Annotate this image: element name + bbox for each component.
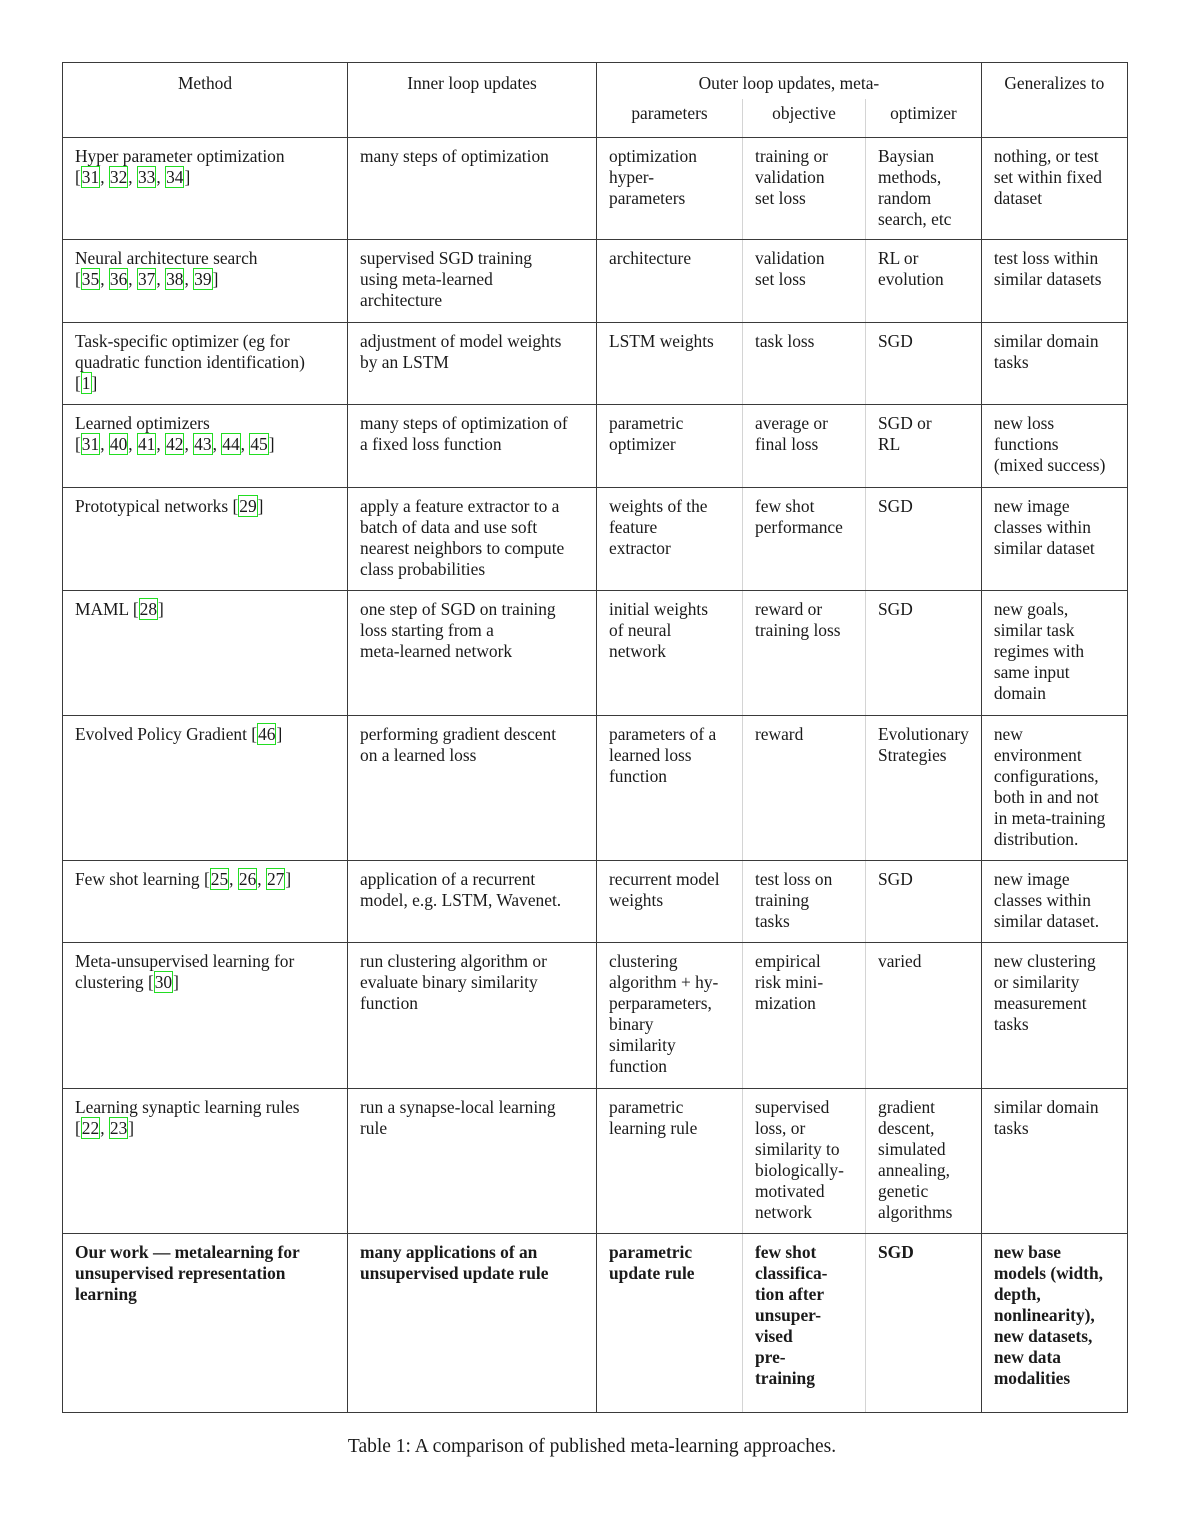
table-row [63,240,1128,323]
cell-optimizer-text: gradient descent, simulated annealing, genetic algorithms [878,1097,953,1222]
cell-generalizes [981,240,1127,323]
citation-group: [31, 40, 41, 42, 43, 44, 45] [75,434,275,454]
cell-objective-text: validation set loss [755,248,825,289]
citation-link[interactable]: 46 [258,724,276,744]
cell-objective-text: training or validation set loss [755,146,828,208]
cell-parameters-text: architecture [609,248,692,268]
cell-parameters [597,138,743,240]
cell-generalizes [981,716,1127,861]
citation-link[interactable]: 41 [137,434,156,454]
cell-inner-loop-text: run a synapse-local learning rule [360,1097,556,1138]
cell-optimizer [866,861,982,943]
header-objective: objective [743,99,866,138]
citation-group: [25, 26, 27] [203,869,292,889]
cell-inner-loop [348,240,597,323]
cell-optimizer-text: RL or evolution [878,248,944,289]
cell-optimizer [866,138,982,240]
cell-objective-text: supervised loss, or similarity to biologically- motivated network [755,1097,844,1222]
cell-inner-loop-text: many steps of optimization of a fixed loss function [360,413,568,454]
cell-objective [743,861,866,943]
cell-generalizes [981,405,1127,488]
method-name: Evolved Policy Gradient [75,724,247,744]
citation-link[interactable]: 39 [194,269,212,289]
method-name: Few shot learning [75,869,200,889]
cell-inner-loop [348,488,597,591]
citation-link[interactable]: 1 [81,373,91,393]
cell-objective [743,138,866,240]
cell-parameters [597,591,743,716]
citation-group: [31, 32, 33, 34] [75,167,191,187]
cell-method [63,591,348,716]
cell-inner-loop-text: application of a recurrent model, e.g. LSTM, Wavenet. [360,869,562,910]
cell-method [63,1089,348,1234]
cell-parameters-text: recurrent model weights [609,869,720,910]
table-row [63,323,1128,405]
citation-link[interactable]: 26 [238,869,257,889]
method-name: Our work — metalearning for unsupervised representation learning [75,1242,300,1304]
cell-generalizes-text: new base models (width, depth, nonlinearity), new datasets, new data modalities [993,1242,1103,1388]
header-outer-loop-group: Outer loop updates, meta- [597,63,982,100]
cell-method [63,716,348,861]
cell-generalizes-text: new clustering or similarity measurement tasks [993,951,1096,1034]
cell-method [63,405,348,488]
table-row [63,488,1128,591]
cell-optimizer [866,1089,982,1234]
citation-link[interactable]: 33 [137,167,156,187]
citation-link[interactable]: 32 [109,167,128,187]
cell-optimizer [866,323,982,405]
cell-method [63,323,348,405]
cell-optimizer [866,405,982,488]
cell-parameters [597,1089,743,1234]
cell-inner-loop [348,861,597,943]
method-name: Learning synaptic learning rules [75,1097,300,1117]
cell-generalizes [981,591,1127,716]
cell-inner-loop-text: one step of SGD on training loss starting from a meta-learned network [360,599,556,661]
citation-link[interactable]: 27 [266,869,285,889]
citation-link[interactable]: 37 [137,269,156,289]
cell-optimizer [866,240,982,323]
cell-inner-loop [348,405,597,488]
cell-objective [743,240,866,323]
citation-link[interactable]: 38 [166,269,184,289]
cell-generalizes [981,138,1127,240]
cell-optimizer-text: SGD [878,496,913,516]
citation-link[interactable]: 28 [139,599,158,619]
cell-generalizes-text: new image classes within similar dataset [993,496,1095,558]
cell-parameters-text: clustering algorithm + hy- perparameters, binary similarity function [609,951,719,1076]
cell-generalizes-text: similar domain tasks [993,1097,1099,1138]
cell-method [63,943,348,1089]
cell-parameters [597,405,743,488]
citation-link[interactable]: 22 [81,1118,100,1138]
header-inner-loop: Inner loop updates [348,63,597,138]
citation-link[interactable]: 30 [154,972,173,992]
citation-link[interactable]: 40 [109,434,128,454]
header-generalizes: Generalizes to [981,63,1127,138]
comparison-table [62,62,1128,1413]
citation-link[interactable]: 43 [194,434,212,454]
cell-parameters [597,943,743,1089]
citation-link[interactable]: 36 [109,269,128,289]
cell-parameters-text: parameters of a learned loss function [609,724,717,786]
method-name: MAML [75,599,129,619]
cell-objective [743,943,866,1089]
table-caption: Table 1: A comparison of published meta-learning approaches. [347,1436,837,1457]
cell-inner-loop [348,716,597,861]
cell-optimizer [866,488,982,591]
cell-method [63,488,348,591]
cell-inner-loop [348,1089,597,1234]
cell-parameters-text: parametric update rule [609,1242,695,1283]
citation-link[interactable]: 31 [81,167,100,187]
cell-inner-loop-text: many applications of an unsupervised update rule [360,1242,549,1283]
cell-parameters [597,240,743,323]
table-row [63,405,1128,488]
method-name: Learned optimizers [75,413,210,433]
cell-objective-text: empirical risk mini- mization [755,951,824,1013]
cell-objective [743,716,866,861]
citation-link[interactable]: 42 [166,434,184,454]
citation-link[interactable]: 29 [239,496,257,516]
cell-parameters-text: parametric learning rule [609,1097,698,1138]
cell-inner-loop-text: adjustment of model weights by an LSTM [360,331,562,372]
cell-objective [743,405,866,488]
method-name: Prototypical networks [75,496,229,516]
header-method: Method [63,63,348,138]
cell-optimizer-text: SGD [878,599,913,619]
citation-link[interactable]: 23 [109,1118,128,1138]
method-name: Hyper parameter optimization [75,146,285,166]
cell-inner-loop-text: apply a feature extractor to a batch of data and use soft nearest neighbors to compute class probabilities [360,496,565,579]
cell-objective-text: average or final loss [755,413,828,454]
cell-generalizes-text: new image classes within similar dataset. [993,869,1100,931]
cell-generalizes-text: new loss functions (mixed success) [993,413,1106,475]
table-row [63,716,1128,861]
cell-generalizes [981,488,1127,591]
cell-method [63,240,348,323]
cell-optimizer [866,716,982,861]
header-row-top [63,63,1128,100]
cell-optimizer-text: SGD [878,1242,914,1262]
citation-link[interactable]: 25 [210,869,229,889]
method-name: Meta-unsupervised learning for clustering [75,951,295,992]
cell-optimizer [866,943,982,1089]
citation-link[interactable]: 35 [81,269,100,289]
cell-optimizer-text: SGD [878,869,913,889]
cell-optimizer-text: SGD or RL [878,413,932,454]
cell-parameters [597,861,743,943]
cell-parameters-text: LSTM weights [609,331,714,351]
cell-generalizes [981,943,1127,1089]
cell-inner-loop-text: many steps of optimization [360,146,549,166]
cell-generalizes-text: new goals, similar task regimes with same input domain [993,599,1085,703]
cell-parameters [597,716,743,861]
cell-inner-loop [348,1234,597,1413]
cell-objective-text: few shot classifica- tion after unsuper- vised pre- training [755,1242,828,1388]
table-body [63,138,1128,1413]
method-name: Task-specific optimizer (eg for quadratic function identification) [75,331,305,372]
cell-inner-loop-text: run clustering algorithm or evaluate binary similarity function [360,951,547,1013]
cell-inner-loop [348,591,597,716]
cell-parameters [597,488,743,591]
cell-objective [743,323,866,405]
cell-optimizer [866,591,982,716]
cell-parameters-text: weights of the feature extractor [609,496,708,558]
method-name: Neural architecture search [75,248,258,268]
table-row [63,138,1128,240]
cell-objective-text: task loss [755,331,815,351]
cell-inner-loop [348,138,597,240]
cell-optimizer-text: Baysian methods, random search, etc [878,146,952,229]
cell-inner-loop-text: supervised SGD training using meta-learned architecture [360,248,532,310]
cell-objective-text: reward or training loss [755,599,841,640]
cell-objective-text: few shot performance [755,496,843,537]
cell-optimizer [866,1234,982,1413]
citation-group: [46] [251,724,283,744]
cell-generalizes-text: similar domain tasks [993,331,1099,372]
citation-group: [35, 36, 37, 38, 39] [75,269,219,289]
cell-generalizes [981,1089,1127,1234]
cell-parameters [597,1234,743,1413]
table-row [63,943,1128,1089]
cell-parameters-text: optimization hyper- parameters [609,146,697,208]
cell-inner-loop [348,943,597,1089]
citation-link[interactable]: 45 [250,434,268,454]
cell-parameters-text: parametric optimizer [609,413,684,454]
citation-group: [1] [75,373,98,393]
cell-inner-loop [348,323,597,405]
cell-generalizes-text: new environment configurations, both in and not in meta-training distribution. [993,724,1106,849]
citation-group: [22, 23] [75,1118,135,1138]
cell-method [63,861,348,943]
cell-optimizer-text: SGD [878,331,913,351]
cell-objective [743,488,866,591]
citation-group: [28] [132,599,164,619]
cell-generalizes [981,1234,1127,1413]
citation-group: [29] [232,496,264,516]
citation-link[interactable]: 34 [166,167,184,187]
cell-method [63,1234,348,1413]
table-row [63,1089,1128,1234]
cell-generalizes [981,323,1127,405]
cell-generalizes-text: nothing, or test set within fixed dataset [993,146,1103,208]
cell-objective-text: test loss on training tasks [755,869,833,931]
cell-objective-text: reward [755,724,804,744]
cell-inner-loop-text: performing gradient descent on a learned loss [360,724,557,765]
table-row [63,1234,1128,1413]
cell-method [63,138,348,240]
cell-generalizes [981,861,1127,943]
cell-optimizer-text: Evolutionary Strategies [878,724,969,765]
citation-link[interactable]: 44 [222,434,240,454]
cell-parameters-text: initial weights of neural network [609,599,709,661]
cell-optimizer-text: varied [878,951,922,971]
cell-objective [743,1234,866,1413]
table-row [63,591,1128,716]
table-row [63,861,1128,943]
citation-link[interactable]: 31 [81,434,100,454]
cell-parameters [597,323,743,405]
citation-group: [30] [147,972,179,992]
header-optimizer: optimizer [866,99,982,138]
cell-generalizes-text: test loss within similar datasets [993,248,1102,289]
header-parameters: parameters [597,99,743,138]
cell-objective [743,591,866,716]
cell-objective [743,1089,866,1234]
